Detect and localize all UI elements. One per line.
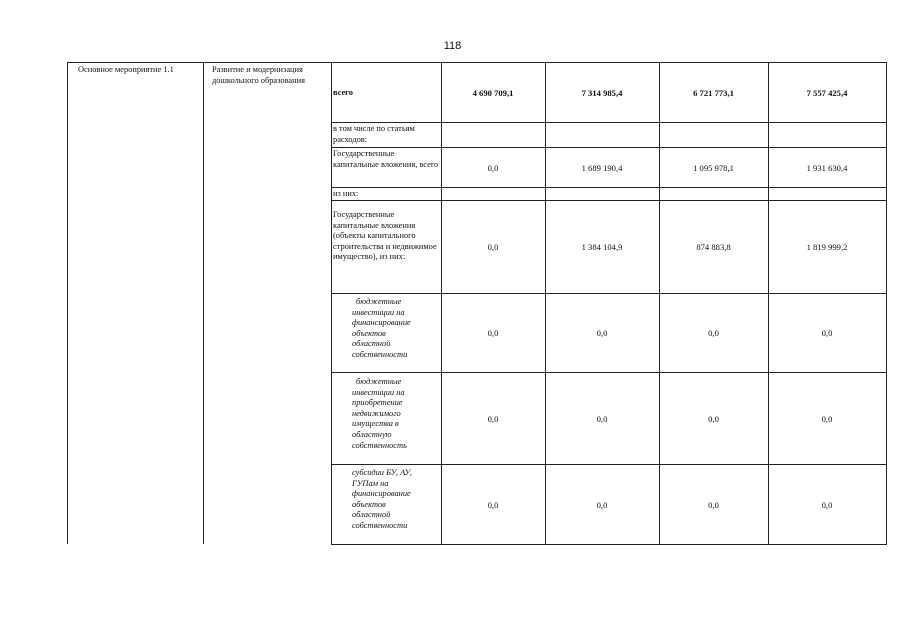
row-label-budget-investments-acquisition: бюджетные инвестиции на приобретение недвижимого имущества в областную собственность [352, 377, 407, 450]
row-bi-financing-value-2: 0,0 [596, 328, 608, 338]
row-label-of-them: из них: [333, 189, 359, 198]
row-total-value-1: 4 690 709,1 [472, 88, 514, 98]
row-total-value-3: 6 721 773,1 [693, 88, 734, 98]
row-label-total: всего [333, 88, 353, 97]
row-objects-value-3: 874 883,8 [696, 242, 731, 252]
row-label-capital-objects: Государственные капитальные вложения (объекты капитального строительства и недвижимое имущество), из них: [333, 210, 437, 262]
row-bi-acquisition-value-2: 0,0 [596, 414, 608, 424]
row-total-value-4: 7 557 425,4 [806, 88, 848, 98]
row-objects-value-2: 1 384 104,9 [581, 242, 623, 252]
row-bi-acquisition-value-1: 0,0 [487, 414, 499, 424]
event-code: Основное мероприятие 1.1 [78, 65, 174, 74]
row-bi-acquisition-value-3: 0,0 [708, 414, 719, 424]
row-bi-financing-value-3: 0,0 [708, 328, 719, 338]
row-capital-value-1: 0,0 [487, 163, 499, 173]
row-bi-acquisition-value-4: 0,0 [821, 414, 833, 424]
row-objects-value-1: 0,0 [487, 242, 499, 252]
row-bi-financing-value-4: 0,0 [821, 328, 833, 338]
row-subsidies-value-2: 0,0 [596, 500, 608, 510]
row-subsidies-value-3: 0,0 [708, 500, 719, 510]
row-bi-financing-value-1: 0,0 [487, 328, 499, 338]
row-capital-value-4: 1 931 630,4 [806, 163, 848, 173]
row-total-value-2: 7 314 985,4 [581, 88, 623, 98]
row-subsidies-value-1: 0,0 [487, 500, 499, 510]
row-capital-value-2: 1 689 190,4 [581, 163, 623, 173]
page-number: 118 [443, 40, 462, 52]
row-label-capital-investments: Государственные капитальные вложения, всего [333, 149, 439, 169]
row-subsidies-value-4: 0,0 [821, 500, 833, 510]
row-label-by-items: в том числе по статьям расходов: [333, 124, 415, 144]
row-label-subsidies: субсидии БУ, АУ, ГУПам на финансирование объектов областной собственности [352, 468, 412, 530]
row-label-budget-investments-financing: бюджетные инвестиции на финансирование объектов областной собственности [352, 297, 411, 359]
row-capital-value-3: 1 095 978,1 [693, 163, 734, 173]
row-objects-value-4: 1 819 999,2 [806, 242, 848, 252]
event-title: Развитие и модернизация дошкольного образования [212, 65, 305, 85]
